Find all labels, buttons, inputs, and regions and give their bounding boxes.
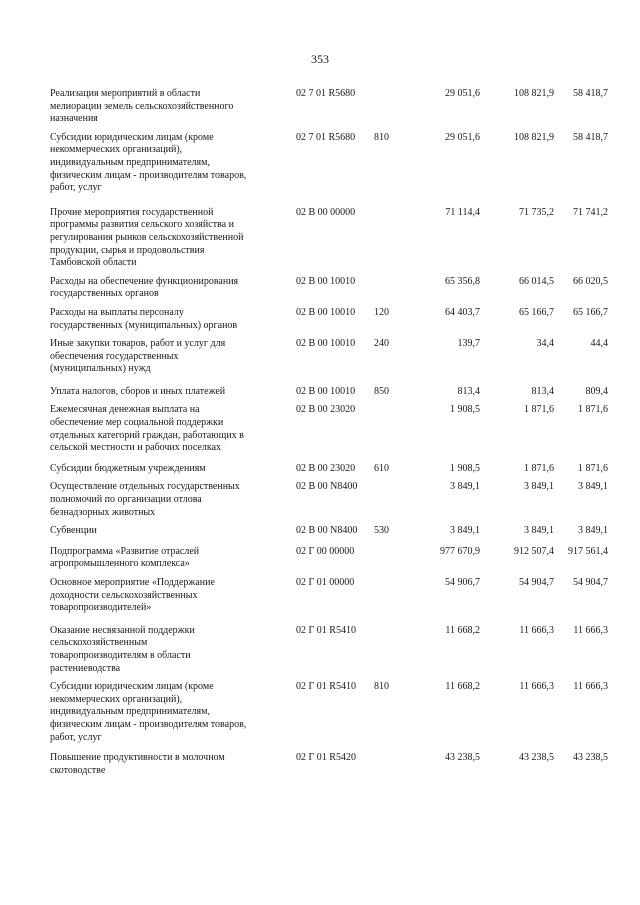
table-row bbox=[50, 307, 606, 332]
row-code: 02 Г 01 R5410 bbox=[296, 624, 356, 636]
row-code: 02 В 00 10010 bbox=[296, 306, 356, 318]
table-row bbox=[50, 577, 606, 615]
row-value-1: 29 051,6 bbox=[445, 88, 480, 99]
row-name: Расходы на выплаты персоналу государственных (муниципальных) органов bbox=[50, 306, 238, 331]
row-value-3: 11 666,3 bbox=[573, 624, 608, 636]
row-value-1: 11 668,2 bbox=[445, 624, 480, 636]
row-value-3: 66 020,5 bbox=[573, 275, 608, 287]
row-name: Расходы на обеспечение функционирования государственных органов bbox=[50, 275, 239, 300]
row-value-1: 3 849,1 bbox=[450, 525, 480, 537]
row-value-1: 71 114,4 bbox=[445, 206, 480, 218]
row-value-3: 43 238,5 bbox=[573, 752, 608, 764]
page-number: 353 bbox=[311, 52, 329, 66]
row-value-1: 1 908,5 bbox=[450, 462, 480, 474]
row-value-1: 65 356,8 bbox=[445, 275, 480, 287]
table-row bbox=[50, 546, 606, 571]
row-name: Оказание несвязанной поддержки сельскохозяйственным товаропроизводителям в области растениеводства bbox=[50, 624, 195, 674]
row-code: 02 7 01 R5680 bbox=[296, 88, 356, 99]
row-value-3: 58 418,7 bbox=[573, 88, 608, 99]
row-code: 02 В 00 23020 bbox=[296, 462, 356, 474]
row-expense-type: 240 bbox=[374, 338, 389, 350]
row-value-2: 65 166,7 bbox=[519, 306, 554, 318]
row-value-2: 1 871,6 bbox=[524, 404, 554, 416]
table-row bbox=[50, 276, 606, 301]
row-value-2: 54 904,7 bbox=[519, 577, 554, 588]
row-expense-type: 610 bbox=[374, 462, 389, 474]
row-value-1: 813,4 bbox=[457, 385, 480, 397]
table-row bbox=[50, 752, 606, 777]
row-name: Прочие мероприятия государственной программы развития сельского хозяйства и регулирования рынков сельскохозяйственной продукции, сырья и продовольствия Тамбовской области bbox=[50, 206, 244, 269]
table-row bbox=[50, 463, 606, 476]
row-code: 02 В 00 00000 bbox=[296, 206, 356, 218]
table-row bbox=[50, 404, 606, 454]
table-row bbox=[50, 132, 606, 195]
row-expense-type: 530 bbox=[374, 525, 389, 537]
table-row bbox=[50, 481, 606, 519]
row-value-2: 108 821,9 bbox=[514, 88, 554, 99]
row-value-2: 813,4 bbox=[531, 385, 554, 397]
row-name: Основное мероприятие «Поддержание доходности сельскохозяйственных товаропроизводителей» bbox=[50, 577, 215, 614]
row-value-3: 71 741,2 bbox=[573, 206, 608, 218]
row-expense-type: 810 bbox=[374, 681, 389, 693]
row-value-3: 58 418,7 bbox=[573, 131, 608, 143]
row-name: Ежемесячная денежная выплата на обеспечение мер социальной поддержки отдельных категорий граждан, работающих в сельской местности и рабочих поселках bbox=[50, 404, 244, 454]
row-value-1: 54 906,7 bbox=[445, 577, 480, 588]
row-value-2: 1 871,6 bbox=[524, 462, 554, 474]
row-value-2: 43 238,5 bbox=[519, 752, 554, 764]
row-value-3: 1 871,6 bbox=[578, 404, 608, 416]
row-expense-type: 120 bbox=[374, 306, 389, 318]
row-code: 02 В 00 23020 bbox=[296, 404, 356, 416]
table-row bbox=[50, 88, 606, 126]
row-code: 02 Г 00 00000 bbox=[296, 545, 355, 557]
row-value-1: 1 908,5 bbox=[450, 404, 480, 416]
row-value-1: 29 051,6 bbox=[445, 131, 480, 143]
row-name: Иные закупки товаров, работ и услуг для обеспечения государственных (муниципальных) нужд bbox=[50, 338, 226, 375]
row-value-3: 3 849,1 bbox=[578, 525, 608, 537]
row-value-3: 54 904,7 bbox=[573, 577, 608, 588]
row-value-2: 912 507,4 bbox=[514, 545, 554, 557]
row-value-2: 11 666,3 bbox=[519, 681, 554, 693]
table-row bbox=[50, 207, 606, 270]
row-value-3: 917 561,4 bbox=[568, 545, 608, 557]
row-value-2: 66 014,5 bbox=[519, 275, 554, 287]
row-value-1: 139,7 bbox=[457, 338, 480, 350]
row-value-1: 64 403,7 bbox=[445, 306, 480, 318]
row-expense-type: 810 bbox=[374, 131, 389, 143]
row-code: 02 Г 01 00000 bbox=[296, 577, 355, 588]
row-name: Осуществление отдельных государственных полномочий по организации отлова безнадзорных животных bbox=[50, 481, 240, 518]
row-code: 02 В 00 10010 bbox=[296, 385, 356, 397]
table-row bbox=[50, 525, 606, 538]
row-code: 02 7 01 R5680 bbox=[296, 131, 356, 143]
row-code: 02 Г 01 R5420 bbox=[296, 752, 356, 764]
row-code: 02 Г 01 R5410 bbox=[296, 681, 356, 693]
row-value-2: 3 849,1 bbox=[524, 481, 554, 493]
row-value-1: 43 238,5 bbox=[445, 752, 480, 764]
row-name: Повышение продуктивности в молочном скотоводстве bbox=[50, 752, 225, 776]
budget-table bbox=[50, 88, 606, 777]
row-code: 02 В 00 10010 bbox=[296, 275, 356, 287]
row-value-3: 65 166,7 bbox=[573, 306, 608, 318]
row-name: Уплата налогов, сборов и иных платежей bbox=[50, 385, 226, 397]
row-expense-type: 850 bbox=[374, 385, 389, 397]
row-value-2: 3 849,1 bbox=[524, 525, 554, 537]
row-value-3: 44,4 bbox=[590, 338, 608, 350]
row-name: Подпрограмма «Развитие отраслей агропромышленного комплекса» bbox=[50, 545, 200, 570]
row-value-3: 809,4 bbox=[585, 385, 608, 397]
row-value-1: 3 849,1 bbox=[450, 481, 480, 493]
row-value-1: 977 670,9 bbox=[440, 545, 480, 557]
row-value-2: 71 735,2 bbox=[519, 206, 554, 218]
row-value-3: 3 849,1 bbox=[578, 481, 608, 493]
row-value-1: 11 668,2 bbox=[445, 681, 480, 693]
row-code: 02 В 00 10010 bbox=[296, 338, 356, 350]
table-row bbox=[50, 681, 606, 744]
table-row bbox=[50, 625, 606, 675]
table-row bbox=[50, 386, 606, 399]
row-name: Субвенции bbox=[50, 525, 97, 537]
row-value-3: 11 666,3 bbox=[573, 681, 608, 693]
row-name: Субсидии бюджетным учреждениям bbox=[50, 462, 206, 474]
row-name: Реализация мероприятий в области мелиорации земель сельскохозяйственного назначения bbox=[50, 88, 234, 125]
table-row bbox=[50, 338, 606, 376]
row-name: Субсидии юридическим лицам (кроме некоммерческих организаций), индивидуальным предпринимателям, физическим лицам - производителям товаров, работ, услуг bbox=[50, 131, 247, 194]
row-value-2: 108 821,9 bbox=[514, 131, 554, 143]
row-code: 02 В 00 N8400 bbox=[296, 525, 358, 537]
row-code: 02 В 00 N8400 bbox=[296, 481, 358, 493]
row-value-2: 34,4 bbox=[536, 338, 554, 350]
row-value-3: 1 871,6 bbox=[578, 462, 608, 474]
row-value-2: 11 666,3 bbox=[519, 624, 554, 636]
row-name: Субсидии юридическим лицам (кроме некоммерческих организаций), индивидуальным предпринимателям, физическим лицам - производителям товаров, работ, услуг bbox=[50, 681, 247, 743]
